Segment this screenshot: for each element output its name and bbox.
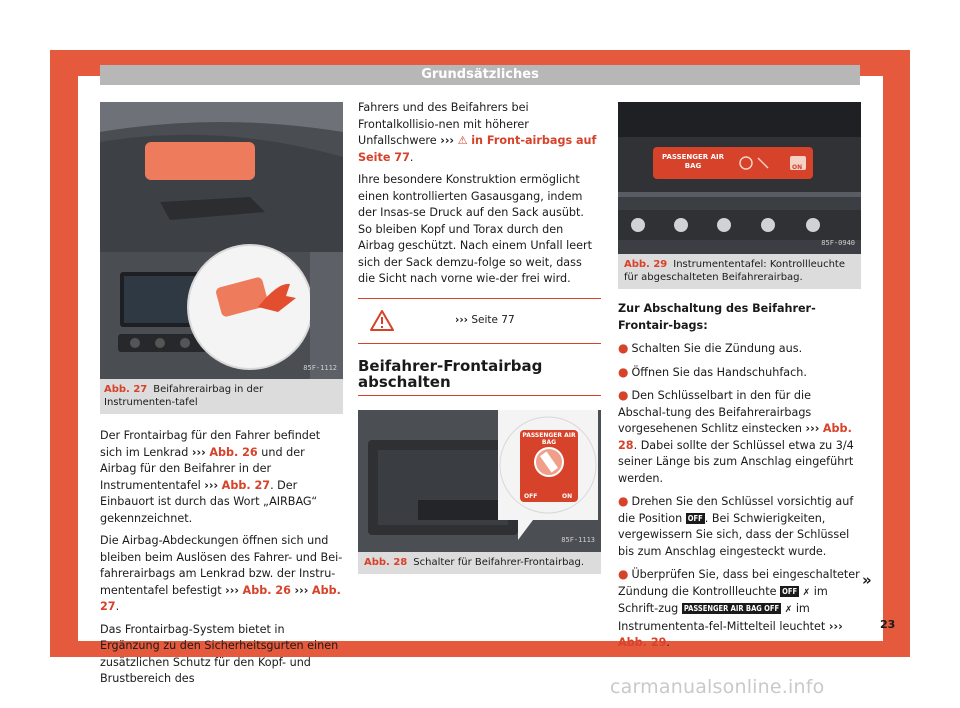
paragraph: Die Airbag-Abdeckungen öffnen sich und bleiben beim Auslösen des Fahrer- und Bei-fahrerairbags am Lenkrad bzw. der Instru-mententafel befestigt ››› Abb. 26 ››› Abb. 27. (100, 534, 343, 613)
warning-link[interactable]: in Front-airbags auf Seite 77 (358, 134, 597, 164)
paragraph: Das Frontairbag-System bietet in Ergänzung zu den Sicherheitsgurten einen zusätzlichen Schutz für den Kopf- und Brustbereich des (100, 622, 339, 685)
figure-number: Abb. 27 (104, 384, 148, 395)
switch-on-label: ON (562, 492, 573, 500)
reference-arrow: ››› (440, 134, 455, 147)
figure-caption-text: Instrumententafel: Kontrollleuchte für abgeschalteten Beifahrerairbag. (624, 259, 846, 283)
instructions-subtitle: Zur Abschaltung des Beifahrer-Frontair-bags: (618, 302, 816, 332)
bullet-icon: ● (618, 567, 629, 581)
reference-arrow: ››› (828, 619, 843, 633)
figure-link[interactable]: Abb. 27 (221, 478, 271, 492)
column-left (100, 102, 343, 694)
bullet-icon: ● (618, 494, 629, 508)
bullet-icon: ● (618, 388, 629, 402)
figure-link[interactable]: Abb. 28 (618, 422, 852, 452)
warning-triangle-icon (370, 309, 394, 331)
column-right (618, 102, 861, 658)
off-position-badge: OFF (687, 513, 703, 523)
footer-watermark: carmanualsonline.info (610, 676, 825, 698)
figure-link[interactable]: Abb. 26 (209, 445, 258, 459)
paragraph: Fahrers und des Beifahrers bei Frontalkollisio-nen mit höherer Unfallschwere ››› ⚠ in Front-airbags auf Seite 77. (358, 101, 597, 164)
figure-28-caption (358, 552, 601, 574)
switch-off-label: OFF (524, 492, 538, 500)
page-number: 23 (880, 618, 896, 631)
reference-arrow: ››› (294, 583, 309, 597)
figure-link[interactable]: Abb. 26 (242, 583, 291, 597)
continue-mark: » (862, 571, 872, 589)
list-item: ● Schalten Sie die Zündung aus. (618, 341, 803, 355)
figure-28-image (358, 410, 601, 552)
airbag-off-icon: ✗ (802, 587, 811, 598)
bullet-icon: ● (618, 364, 629, 379)
list-item: ● Überprüfen Sie, dass bei eingeschalteter Zündung die Kontrollleuchte OFF ✗ im Schrift-zug PASSENGER AIR BAG OFF ✗ im Instrumententa-fel-Mittelteil leuchtet ››› Abb. 29. (618, 567, 860, 649)
figure-number: Abb. 29 (624, 259, 668, 270)
figure-caption-text: Schalter für Beifahrer-Frontairbag. (413, 556, 585, 568)
figure-number: Abb. 28 (364, 556, 408, 568)
figure-27-caption (100, 379, 343, 414)
passenger-airbag-off-badge: PASSENGER AIR BAG OFF (683, 604, 780, 613)
figure-link[interactable]: Abb. 29 (618, 636, 667, 649)
column-middle (358, 100, 601, 574)
figure-29-caption (618, 254, 861, 289)
reference-arrow: ››› (805, 422, 820, 435)
warning-reference[interactable]: ››› Seite 77 (455, 313, 515, 326)
reference-arrow: ››› (204, 478, 219, 492)
list-item: ● Den Schlüsselbart in den für die Abschal-tung des Beifahrerairbags vorgesehenen Schlitz einstecken ››› Abb. 28. Dabei sollte der Schlüssel etwa zu 3/4 seiner Länge bis zum Anschlag eingeführt werden. (618, 388, 854, 485)
airbag-off-icon: ✗ (784, 605, 793, 615)
console-panel-illustration (618, 102, 861, 254)
figure-code: 85F-0940 (821, 238, 855, 247)
reference-arrow: ››› (191, 445, 206, 459)
figure-code: 85F-1113 (561, 536, 595, 544)
reference-arrow: ››› (225, 583, 239, 597)
warning-box (358, 298, 601, 344)
bullet-icon: ● (618, 341, 629, 355)
panel-label: PASSENGER AIR BAG (661, 153, 725, 170)
panel-on-label: ON (792, 164, 803, 171)
off-indicator-badge: OFF (782, 586, 798, 596)
airbag-cover-highlight (145, 142, 255, 180)
switch-label: PASSENGER AIR BAG (522, 431, 576, 446)
paragraph: Der Frontairbag für den Fahrer befindet sich im Lenkrad ››› Abb. 26 und der Airbag für den Beifahrer in der Instrumententafel ››› Abb. 27. Der Einbauort ist durch das Wort „AIRBAG“ gekennzeichnet. (100, 429, 321, 525)
figure-29-image (618, 102, 861, 254)
figure-code: 85F-1112 (303, 363, 337, 372)
page-header: Grundsätzliches (100, 65, 860, 85)
figure-27-image (100, 102, 343, 379)
list-item: ● Öffnen Sie das Handschuhfach. (618, 364, 807, 379)
list-item: ● Drehen Sie den Schlüssel vorsichtig auf die Position OFF . Bei Schwierigkeiten, vergewissern Sie sich, dass der Schlüssel bis zum Anschlag eingesteckt wurde. (618, 494, 854, 558)
dashboard-illustration (100, 102, 343, 379)
section-title: Beifahrer-Frontairbag abschalten (358, 358, 601, 396)
paragraph: Ihre besondere Konstruktion ermöglicht einen kontrollierten Gasausgang, indem der Insas-se Druck auf den Sack ausübt. So bleiben Kopf und Torax durch den Airbag geschützt. Nach einem Unfall leert sich der Sack demzu-folge so weit, dass die Sicht nach vorne wie-der frei wird. (358, 173, 593, 285)
figure-link[interactable]: Abb. 27 (100, 583, 341, 613)
figure-caption-text: Beifahrerairbag in der Instrumenten-tafel (104, 384, 264, 408)
warning-icon: ⚠ (457, 134, 468, 147)
